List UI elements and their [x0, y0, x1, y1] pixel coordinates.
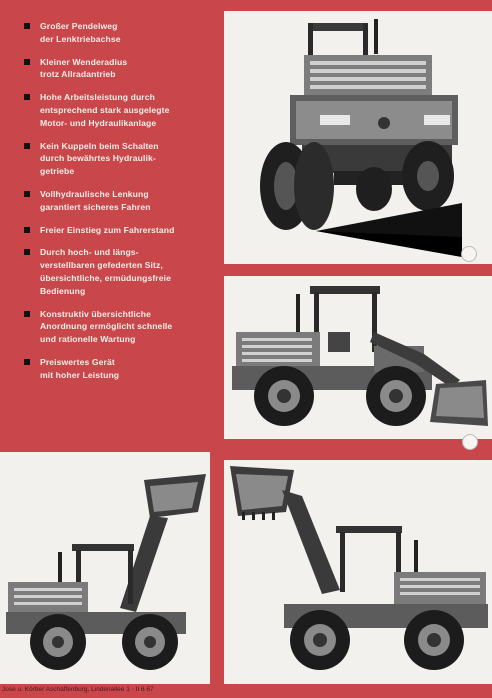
feature-line: Bedienung	[40, 285, 86, 296]
feature-line: garantiert sicheres Fahren	[40, 201, 151, 212]
photo-bucket-raised-left	[224, 460, 492, 684]
square-bullet-icon	[24, 59, 30, 65]
loader-rear-illustration	[224, 11, 492, 264]
footer	[0, 685, 492, 698]
feature-text	[40, 91, 169, 129]
loader-raised-left-illustration	[224, 460, 492, 684]
feature-line: Preiswertes Gerät	[40, 356, 115, 367]
feature-line: getriebe	[40, 166, 75, 177]
feature-line: Kleiner Wenderadius	[40, 56, 128, 67]
loader-raised-right-illustration	[0, 452, 210, 684]
feature-item	[24, 308, 220, 346]
feature-line: Konstruktiv übersichtliche	[40, 308, 151, 319]
feature-text	[40, 356, 119, 382]
feature-item	[24, 20, 220, 46]
feature-item	[24, 224, 220, 237]
feature-line: durch bewährtes Hydraulik-	[40, 153, 156, 164]
feature-line: übersichtliche, ermüdungsfreie	[40, 272, 171, 283]
feature-line: Anordnung ermöglicht schnelle	[40, 321, 173, 332]
photo-rear-view	[224, 11, 492, 264]
square-bullet-icon	[24, 94, 30, 100]
square-bullet-icon	[24, 359, 30, 365]
feature-list	[24, 20, 220, 392]
feature-line: Kein Kuppeln beim Schalten	[40, 140, 159, 151]
photo-side-view	[224, 276, 492, 439]
square-bullet-icon	[24, 143, 30, 149]
feature-line: Großer Pendelweg	[40, 21, 118, 31]
loader-side-illustration	[224, 276, 492, 439]
feature-line: entsprechend stark ausgelegte	[40, 104, 170, 115]
feature-text	[40, 224, 174, 237]
feature-line: Vollhydraulische Lenkung	[40, 188, 149, 199]
feature-line: verstellbaren gefederten Sitz,	[40, 260, 163, 271]
feature-item	[24, 140, 220, 178]
square-bullet-icon	[24, 191, 30, 197]
feature-line: der Lenktriebachse	[40, 33, 121, 44]
feature-text	[40, 20, 121, 46]
feature-text	[40, 308, 172, 346]
feature-text	[40, 140, 159, 178]
square-bullet-icon	[24, 23, 30, 29]
feature-line: Freier Einstieg zum Fahrerstand	[40, 224, 175, 235]
feature-item	[24, 246, 220, 297]
feature-text	[40, 188, 151, 214]
feature-item	[24, 56, 220, 82]
feature-line: Hohe Arbeitsleistung durch	[40, 92, 155, 103]
feature-item	[24, 356, 220, 382]
feature-line: mit hoher Leistung	[40, 369, 120, 380]
feature-text	[40, 246, 171, 297]
punch-hole	[461, 246, 477, 262]
punch-hole	[462, 434, 478, 450]
feature-line: Motor- und Hydraulikanlage	[40, 117, 157, 128]
square-bullet-icon	[24, 249, 30, 255]
feature-line: Durch hoch- und längs-	[40, 247, 139, 258]
square-bullet-icon	[24, 311, 30, 317]
feature-line: trotz Allradantrieb	[40, 69, 116, 80]
imprint-text: Jose u. Körber Aschaffenburg, Lindenallee 1 · II 6 67	[2, 686, 154, 693]
feature-text	[40, 56, 127, 82]
square-bullet-icon	[24, 227, 30, 233]
feature-line: und rationelle Wartung	[40, 334, 136, 345]
feature-item	[24, 188, 220, 214]
photo-bucket-raised-right	[0, 452, 210, 684]
feature-item	[24, 91, 220, 129]
